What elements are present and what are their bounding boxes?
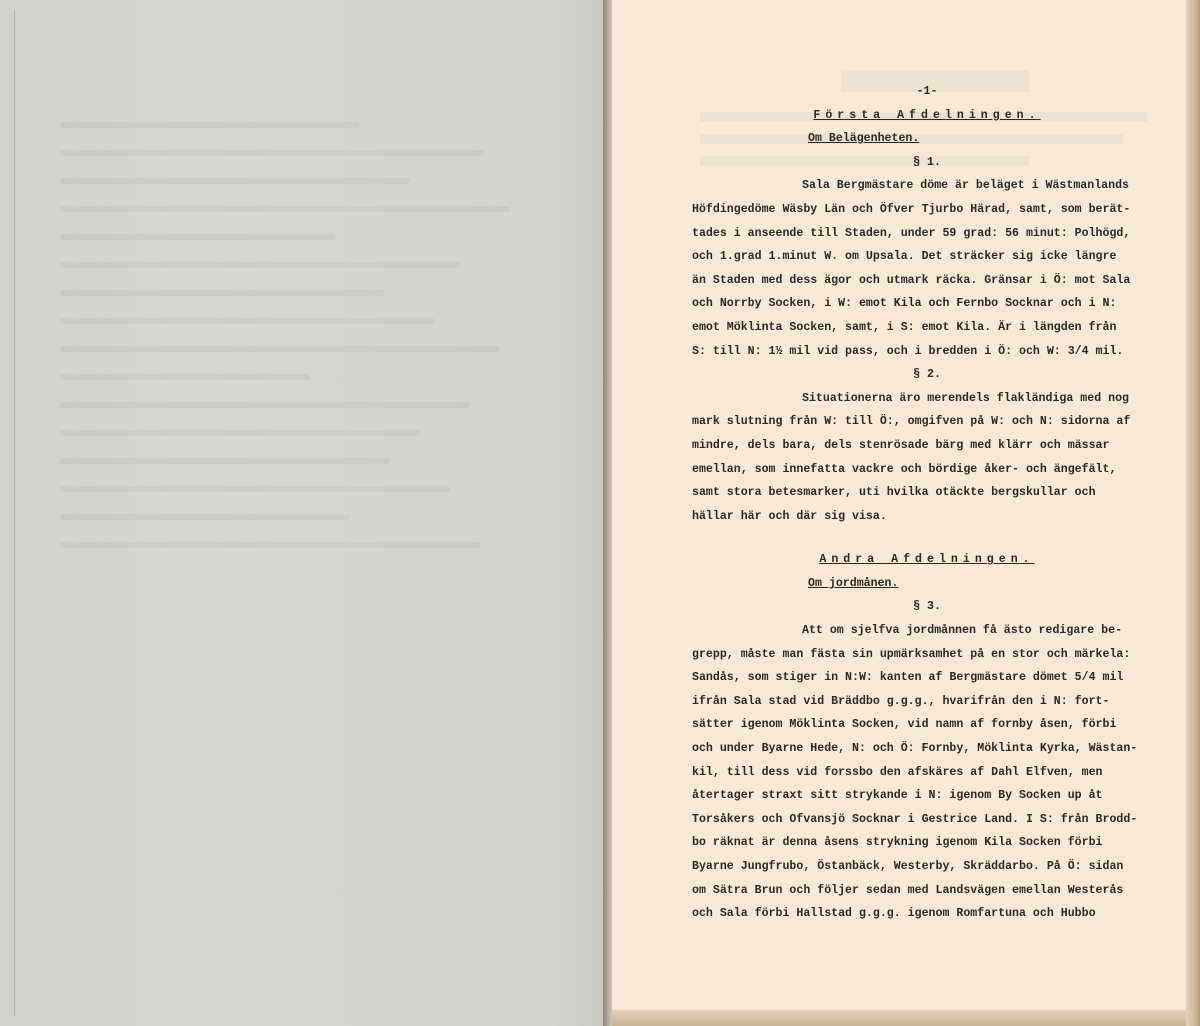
text-line: S: till N: 1½ mil vid pass, och i bredden i Ö: och W: 3/4 mil. — [692, 344, 1124, 358]
page-edge-line — [14, 10, 15, 1016]
text-line: tades i anseende till Staden, under 59 grad: 56 minut: Polhögd, — [692, 226, 1131, 240]
text-line: kil, till dess vid forssbo den afskäres af Dahl Elfven, men — [692, 765, 1103, 779]
text-line: emot Möklinta Socken, samt, i S: emot Kila. Är i längden från — [692, 320, 1117, 334]
text-line: samt stora betesmarker, uti hvilka otäckte bergskullar och — [692, 486, 1096, 500]
show-through-text — [60, 100, 560, 570]
text-line: sätter igenom Möklinta Socken, vid namn af fornby åsen, förbi — [692, 718, 1117, 732]
text-line: Torsåkers och Ofvansjö Socknar i Gestrice Land. I S: från Brodd- — [692, 812, 1138, 826]
page-number: -1- — [916, 85, 938, 98]
text-line: emellan, som innefatta vackre och bördige åker- och ängefält, — [692, 462, 1117, 476]
text-line: Att om sjelfva jordmånnen få ästo redigare be- — [802, 624, 1123, 638]
text-line: hällar här och där sig visa. — [692, 509, 887, 523]
text-line: och 1.grad 1.minut W. om Upsala. Det sträcker sig icke längre — [692, 250, 1117, 264]
section-heading: Första Afdelningen. — [813, 108, 1041, 122]
text-line: Sandås, som stiger in N:W: kanten af Bergmästare dömet 5/4 mil — [692, 671, 1124, 685]
text-line: återtager straxt sitt strykande i N: igenom By Socken up åt — [692, 789, 1103, 803]
text-line: mark slutning från W: till Ö:, omgifven på W: och N: sidorna af — [692, 415, 1131, 429]
typewritten-page — [692, 80, 1162, 926]
text-line: mindre, dels bara, dels stenrösade bärg med klärr och mässar — [692, 438, 1110, 452]
text-line: ifrån Sala stad vid Bräddbo g.g.g., hvarifrån den i N: fort- — [692, 694, 1110, 708]
text-line: och under Byarne Hede, N: och Ö: Fornby, Möklinta Kyrka, Wästan- — [692, 742, 1138, 756]
text-line: Situationerna äro merendels flakländiga med nog — [802, 391, 1129, 405]
text-line: om Sätra Brun och följer sedan med Landsvägen emellan Westerås — [692, 883, 1124, 897]
text-line: grepp, måste man fästa sin upmärksamhet på en stor och märkela: — [692, 647, 1131, 661]
section-heading: Andra Afdelningen. — [819, 553, 1035, 567]
paragraph-mark: § 1. — [913, 155, 941, 169]
paragraph-mark: § 3. — [913, 600, 941, 614]
text-line: Höfdingedöme Wäsby Län och Öfver Tjurbo Härad, samt, som berät- — [692, 202, 1131, 216]
section-subheading: Om Belägenheten. — [808, 132, 920, 146]
page-bottom-edge — [612, 1010, 1186, 1026]
paragraph-mark: § 2. — [913, 368, 941, 382]
text-line: och Sala förbi Hallstad g.g.g. igenom Romfartuna och Hubbo — [692, 907, 1096, 921]
text-line: Byarne Jungfrubo, Östanbäck, Westerby, Skräddarbo. På Ö: sidan — [692, 860, 1124, 873]
text-line: Sala Bergmästare döme är beläget i Wästmanlands — [802, 179, 1129, 193]
section-subheading: Om jordmånen. — [808, 576, 899, 590]
page-stack-edge — [1186, 0, 1200, 1026]
text-line: än Staden med dess ägor och utmark räcka. Gränsar i Ö: mot Sala — [692, 273, 1131, 287]
text-line: och Norrby Socken, i W: emot Kila och Fernbo Socknar och i N: — [692, 297, 1117, 311]
text-line: bo räknat är denna åsens strykning igenom Kila Socken förbi — [692, 836, 1103, 850]
